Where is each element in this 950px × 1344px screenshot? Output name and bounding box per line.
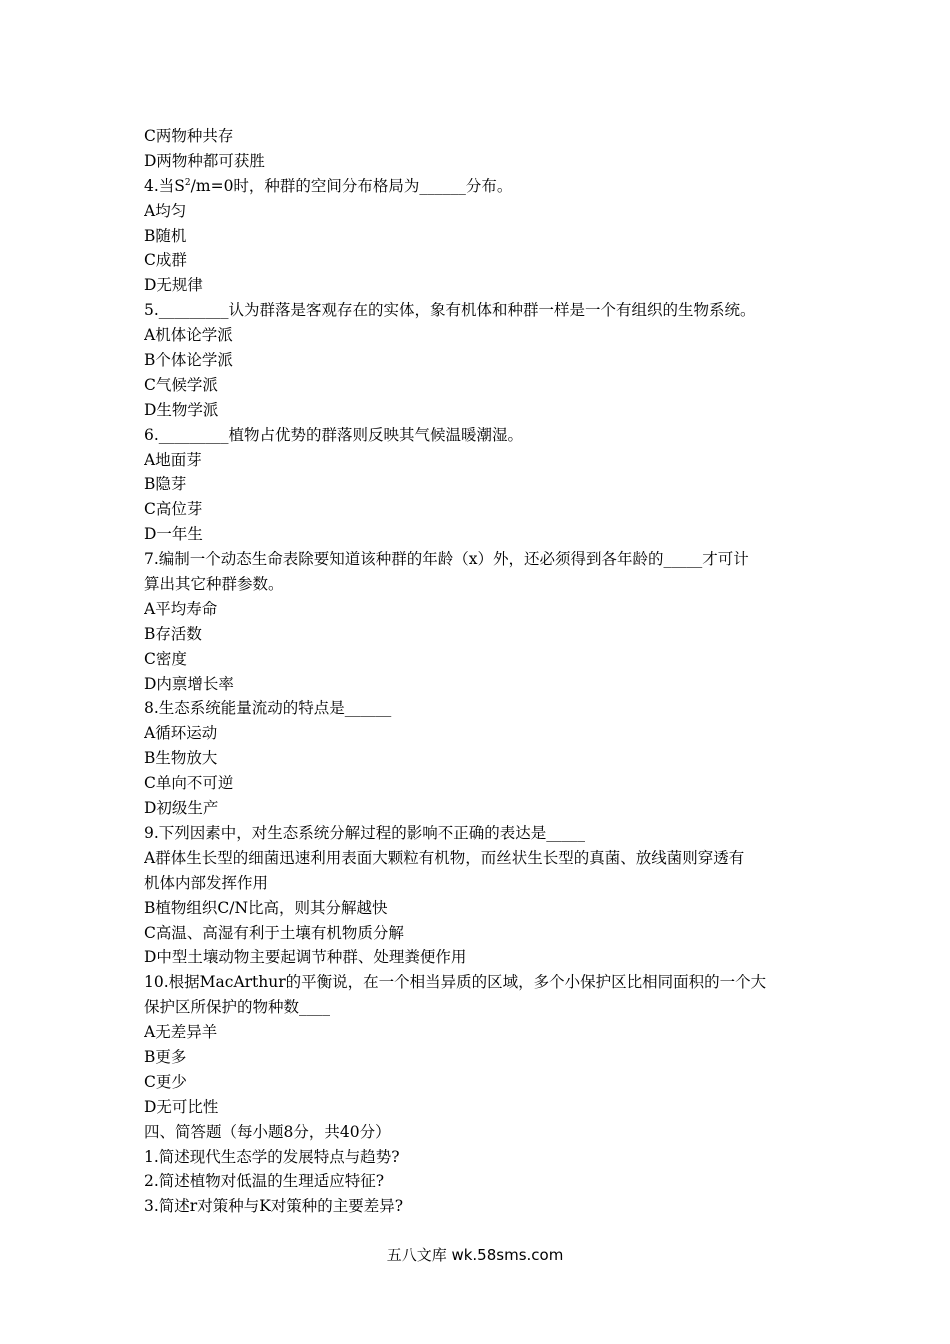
option-line: C两物种共存 bbox=[144, 127, 234, 145]
option-line: C高位芽 bbox=[144, 500, 203, 519]
option-line: A群体生长型的细菌迅速利用表面大颗粒有机物，而丝状生长型的真菌、放线菌则穿透有 bbox=[144, 848, 745, 867]
option-line: C单向不可逆 bbox=[144, 774, 234, 793]
option-line: A循环运动 bbox=[144, 724, 218, 743]
question-line-continued: 保护区所保护的物种数____ bbox=[144, 998, 331, 1017]
option-line: D无规律 bbox=[144, 276, 203, 295]
question-line: 1.简述现代生态学的发展特点与趋势? bbox=[144, 1147, 400, 1166]
question-line: 3.简述r对策种与K对策种的主要差异? bbox=[144, 1197, 404, 1216]
option-line: D一年生 bbox=[144, 525, 203, 544]
option-line: A均匀 bbox=[144, 201, 187, 220]
option-line: A地面芽 bbox=[144, 450, 202, 469]
question-line: 7.编制一个动态生命表除要知道该种群的年龄（x）外，还必须得到各年龄的_____才可计 bbox=[144, 550, 749, 569]
option-line: A无差异羊 bbox=[144, 1023, 218, 1042]
option-line-continued: 机体内部发挥作用 bbox=[144, 873, 269, 892]
option-line: B更多 bbox=[144, 1047, 187, 1066]
section-heading: 四、简答题（每小题8分，共40分） bbox=[144, 1122, 391, 1141]
question-line: 4.当$S^2/m=0$时，种群的空间分布格局为______分布。 bbox=[144, 176, 513, 195]
question-line-continued: 算出其它种群参数。 bbox=[144, 575, 284, 594]
question-line: 6._________植物占优势的群落则反映其气候温暖潮湿。 bbox=[144, 425, 524, 444]
option-line: B隐芽 bbox=[144, 475, 187, 494]
option-line: A机体论学派 bbox=[144, 326, 233, 345]
question-line: 5._________认为群落是客观存在的实体，象有机体和种群一样是一个有组织的生物系统。 bbox=[144, 301, 756, 320]
option-line: C高温、高湿有利于土壤有机物质分解 bbox=[144, 923, 404, 942]
option-line: C气候学派 bbox=[144, 375, 218, 394]
question-line: 10.根据MacArthur的平衡说，在一个相当异质的区域，多个小保护区比相同面积的一个大 bbox=[144, 973, 767, 992]
option-line: B存活数 bbox=[144, 624, 202, 643]
option-line: D中型土壤动物主要起调节种群、处理粪便作用 bbox=[144, 948, 467, 967]
option-line: B个体论学派 bbox=[144, 351, 233, 370]
option-line: C更少 bbox=[144, 1072, 187, 1091]
option-line: B生物放大 bbox=[144, 749, 218, 768]
document-body bbox=[144, 124, 824, 1219]
option-line: C成群 bbox=[144, 251, 187, 270]
option-line: B随机 bbox=[144, 226, 187, 245]
option-line: C密度 bbox=[144, 649, 187, 668]
option-line: D生物学派 bbox=[144, 400, 219, 419]
question-line: 2.简述植物对低温的生理适应特征? bbox=[144, 1172, 385, 1191]
option-line: D无可比性 bbox=[144, 1097, 219, 1116]
option-line: D两物种都可获胜 bbox=[144, 151, 265, 170]
footer-watermark: 五八文库 wk.58sms.com bbox=[386, 1246, 564, 1264]
option-line: B植物组织C/N比高，则其分解越快 bbox=[144, 898, 388, 917]
question-line: 9.下列因素中，对生态系统分解过程的影响不正确的表达是_____ bbox=[144, 823, 586, 842]
question-line: 8.生态系统能量流动的特点是______ bbox=[144, 699, 392, 718]
option-line: A平均寿命 bbox=[144, 599, 218, 618]
option-line: D初级生产 bbox=[144, 799, 219, 818]
option-line: D内禀增长率 bbox=[144, 674, 234, 693]
